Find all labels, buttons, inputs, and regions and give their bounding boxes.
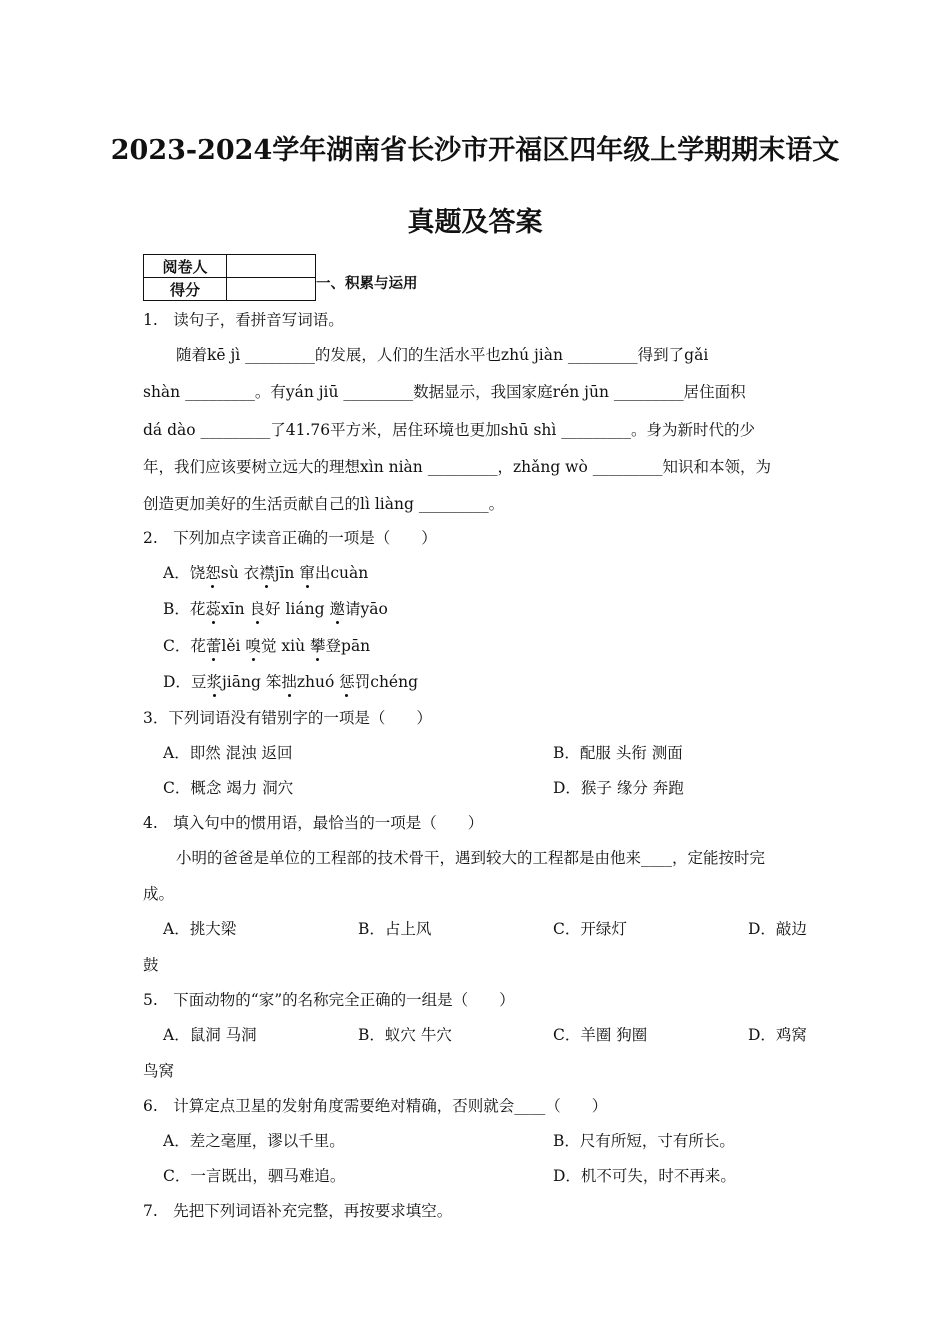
doc-title-line1: 2023-2024学年湖南省长沙市开福区四年级上学期期末语文 bbox=[110, 135, 840, 166]
q2-option-c bbox=[163, 636, 370, 656]
dotted-char: 恕 bbox=[205, 564, 221, 582]
q4-option-c: C．开绿灯 bbox=[553, 920, 627, 938]
q1-line4: 年，我们应该要树立远大的理想xìn niàn _________，zhǎng wò _________知识和本领，为 bbox=[143, 458, 771, 476]
q5-stem: 5. 下面动物的“家”的名称完全正确的一组是（ ） bbox=[143, 991, 515, 1009]
q4-option-a: A．挑大梁 bbox=[163, 920, 237, 938]
pinyin: jīn bbox=[274, 564, 300, 582]
q1-line3: dá dào _________了41.76平方米，居住环境也更加shū shì _________。身为新时代的少 bbox=[143, 421, 756, 439]
q3-option-d: D．猴子 缘分 奔跑 bbox=[553, 779, 684, 797]
pinyin: sù bbox=[220, 564, 244, 582]
char: 花 bbox=[189, 600, 206, 618]
pinyin: pān bbox=[341, 637, 371, 655]
dotted-char: 蕾 bbox=[205, 637, 222, 655]
q1-line1: 随着kē jì _________的发展，人们的生活水平也zhú jiàn _________得到了gǎi bbox=[176, 346, 709, 364]
char: 衣 bbox=[243, 564, 260, 582]
char: 饶 bbox=[189, 564, 206, 582]
char: 笨 bbox=[265, 673, 282, 691]
q4-option-b: B．占上风 bbox=[358, 920, 432, 938]
dotted-char: 邀 bbox=[329, 600, 345, 618]
char: 花 bbox=[190, 637, 206, 655]
score-table bbox=[143, 254, 316, 301]
q2-stem: 2. 下列加点字读音正确的一项是（ ） bbox=[143, 529, 437, 547]
q6-option-c: C．一言既出，驷马难追。 bbox=[163, 1167, 346, 1185]
char: 登 bbox=[325, 637, 342, 655]
dotted-char: 良 bbox=[249, 600, 266, 618]
q6-option-b: B．尺有所短，寸有所长。 bbox=[553, 1132, 735, 1150]
option-letter: A． bbox=[163, 564, 190, 582]
doc-title-line2: 真题及答案 bbox=[407, 207, 543, 238]
q3-option-b: B．配服 头衔 测面 bbox=[553, 744, 683, 762]
q1-line5: 创造更加美好的生活贡献自己的lì liàng _________。 bbox=[143, 495, 505, 513]
q5-option-c: C．羊圈 狗圈 bbox=[553, 1026, 648, 1044]
pinyin: zhuó bbox=[296, 673, 340, 691]
option-letter: C． bbox=[163, 637, 191, 655]
dotted-char: 襟 bbox=[259, 564, 275, 582]
q2-option-b bbox=[163, 599, 388, 619]
q5-option-d: D．鸡窝 bbox=[748, 1026, 807, 1044]
q6-option-a: A．差之毫厘，谬以千里。 bbox=[163, 1132, 345, 1150]
score-label: 得分 bbox=[144, 278, 227, 301]
q1-stem: 1. 读句子，看拼音写词语。 bbox=[143, 311, 344, 329]
q6-option-d: D．机不可失，时不再来。 bbox=[553, 1167, 736, 1185]
char: 出 bbox=[314, 564, 331, 582]
pinyin: jiāng bbox=[221, 673, 266, 691]
pinyin: 好 liáng bbox=[265, 600, 330, 618]
reviewer-cell bbox=[227, 255, 316, 278]
dotted-char: 攀 bbox=[309, 637, 326, 655]
q2-option-d bbox=[163, 672, 418, 692]
char: 请 bbox=[344, 600, 361, 618]
q6-stem: 6. 计算定点卫星的发射角度需要绝对精确，否则就会____（ ） bbox=[143, 1097, 608, 1115]
q5-option-a: A．鼠洞 马洞 bbox=[163, 1026, 257, 1044]
dotted-char: 窜 bbox=[299, 564, 315, 582]
char: 罚 bbox=[354, 673, 371, 691]
dotted-char: 蕊 bbox=[205, 600, 221, 618]
pinyin: cuàn bbox=[330, 564, 369, 582]
dotted-char: 嗅 bbox=[245, 637, 261, 655]
section-heading: 一、积累与运用 bbox=[316, 276, 418, 292]
pinyin: lěi bbox=[221, 637, 246, 655]
pinyin: 觉 xiù bbox=[260, 637, 310, 655]
q4-body-line1: 小明的爸爸是单位的工程部的技术骨干，遇到较大的工程都是由他来____，定能按时完 bbox=[176, 849, 766, 867]
pinyin: yāo bbox=[360, 600, 388, 618]
option-letter: B． bbox=[163, 600, 190, 618]
q4-option-d: D．敲边 bbox=[748, 920, 807, 938]
q1-line2: shàn _________。有yán jiū _________数据显示，我国家庭rén jūn _________居住面积 bbox=[143, 383, 746, 401]
q2-option-a bbox=[163, 563, 368, 583]
q4-body-line2: 成。 bbox=[143, 885, 175, 903]
q3-option-a: A．即然 混浊 返回 bbox=[163, 744, 293, 762]
q7-stem: 7. 先把下列词语补充完整，再按要求填空。 bbox=[143, 1202, 453, 1220]
dotted-char: 惩 bbox=[339, 673, 355, 691]
q3-stem: 3．下列词语没有错别字的一项是（ ） bbox=[143, 709, 432, 727]
char: 豆 bbox=[190, 673, 207, 691]
dotted-char: 拙 bbox=[281, 673, 297, 691]
q5-option-d-wrap: 鸟窝 bbox=[143, 1062, 175, 1080]
q4-stem: 4. 填入句中的惯用语，最恰当的一项是（ ） bbox=[143, 814, 484, 832]
dotted-char: 浆 bbox=[206, 673, 222, 691]
pinyin: xīn bbox=[220, 600, 250, 618]
q5-option-b: B．蚁穴 牛穴 bbox=[358, 1026, 452, 1044]
pinyin: chéng bbox=[370, 673, 419, 691]
q4-option-d-wrap: 鼓 bbox=[143, 956, 159, 974]
score-cell bbox=[227, 278, 316, 301]
reviewer-label: 阅卷人 bbox=[144, 255, 227, 278]
option-letter: D． bbox=[163, 673, 191, 691]
q3-option-c: C．概念 竭力 洞穴 bbox=[163, 779, 294, 797]
